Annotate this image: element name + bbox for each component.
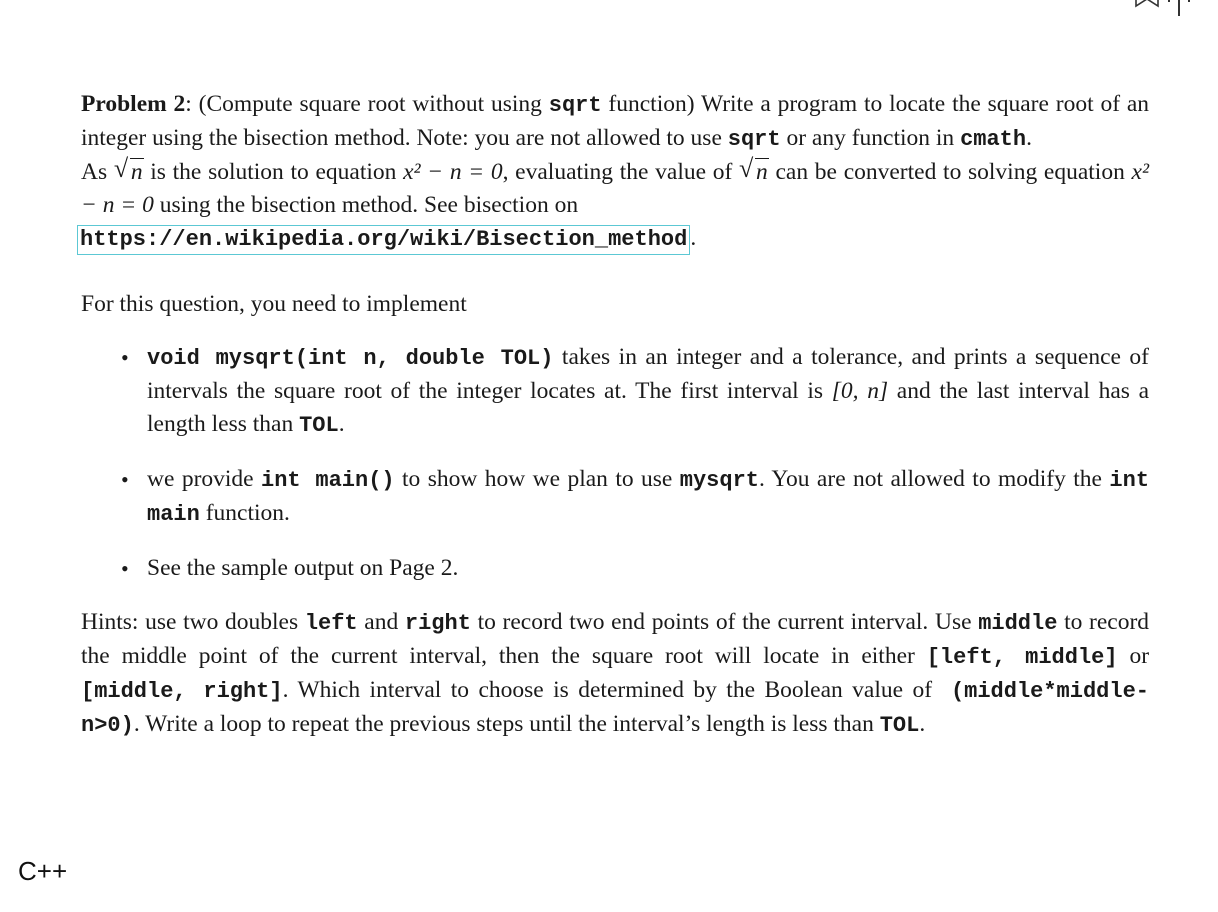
toolbar-divider-icon xyxy=(1178,0,1180,16)
equation: x² − n = 0 xyxy=(81,159,1150,218)
problem-label: Problem 2 xyxy=(81,91,186,117)
list-item: • See the sample output on Page 2. xyxy=(121,555,459,581)
list-item: • we provide int main() to show how we plan to use mysqrt. You are not allowed to modify the int main function. xyxy=(121,466,1150,527)
toolbar-divider-icon xyxy=(1168,0,1170,2)
requirements-list xyxy=(81,341,1149,585)
wikipedia-link[interactable]: https://en.wikipedia.org/wiki/Bisection_method xyxy=(77,225,690,255)
language-label: C++ xyxy=(18,856,68,886)
hints-paragraph: Hints: use two doubles left and right to record two end points of the current interval. Use middle to record the middle point of the current interval, then the square root will locate in either [left, middle] or [middle, right]. Which interval to choose is determined by the Boolean value of (middle*middle-n>0). Write a loop to repeat the previous steps until the interval’s length is less than TOL. xyxy=(81,609,1150,738)
sqrt-n-symbol: √ n xyxy=(739,154,768,185)
implement-intro: For this question, you need to implement xyxy=(81,291,467,317)
problem-document xyxy=(81,88,1149,742)
bookmark-icon[interactable] xyxy=(1134,0,1160,8)
problem-statement: Problem 2: (Compute square root without using sqrt function) Write a program to locate the square root of an integer using the bisection method. Note: you are not allowed to use sqrt or any function in cmath. As √ n is the solution to equation x² − n = 0, evaluating the value of √ n can be converted to solving equation x² − n = 0 using the bisection method. See bisection on https://en.wikipedia.org/wiki/Bisection_method . xyxy=(81,88,1149,255)
list-item: • void mysqrt(int n, double TOL) takes in an integer and a tolerance, and prints a sequence of intervals the square root of the integer locates at. The first interval is [0, n] and the last interval has a length less than TOL. xyxy=(121,344,1150,438)
sqrt-n-symbol: √ n xyxy=(113,154,143,185)
scroll-handle-icon[interactable] xyxy=(1188,0,1190,2)
corner-toolbar xyxy=(1134,0,1190,22)
equation: x² − n = 0 xyxy=(403,159,503,185)
